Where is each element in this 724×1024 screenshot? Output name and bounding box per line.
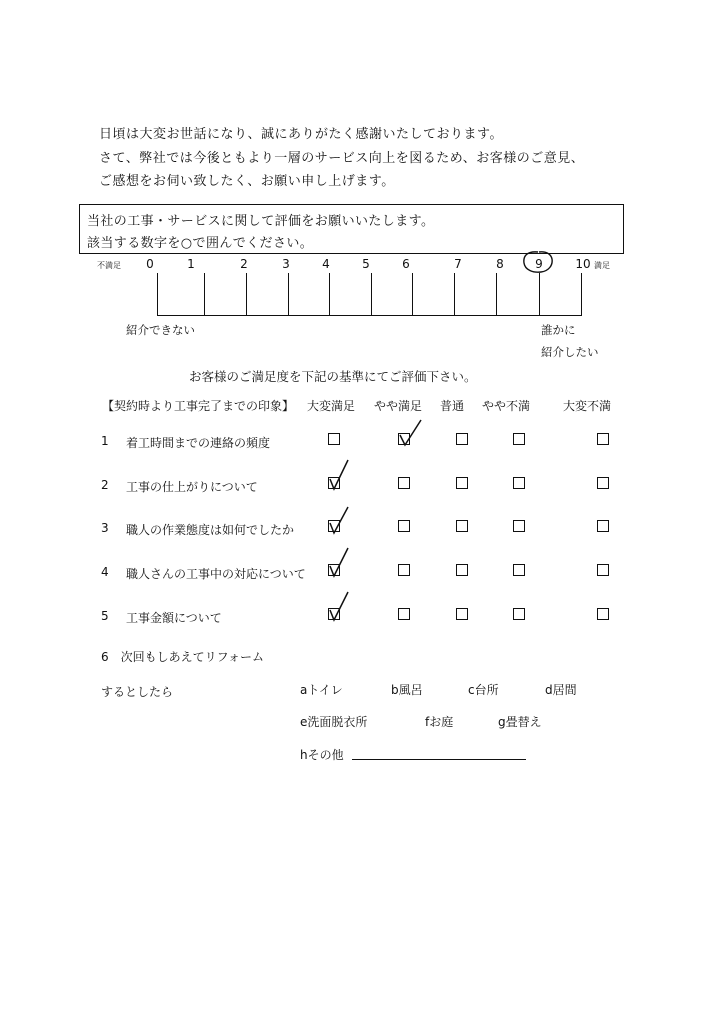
checkbox-very-dissatisfied[interactable] — [597, 564, 609, 576]
intro-line-2: さて、弊社では今後ともより一層のサービス向上を図るため、お客様のご意見、 — [99, 151, 585, 166]
column-header-very-satisfied: 大変満足 — [307, 399, 356, 413]
checkbox-very-dissatisfied[interactable] — [597, 433, 609, 445]
scale-right-caption-2: 紹介したい — [541, 345, 599, 359]
scale-tick — [329, 273, 330, 316]
scale-tick — [581, 273, 582, 316]
section-header: 【契約時より工事完了までの印象】 — [102, 399, 295, 413]
check-mark-icon — [324, 546, 354, 578]
option-bath[interactable]: b風呂 — [391, 683, 423, 697]
question-6-line-1: 6 次回もしあえてリフォーム — [101, 650, 265, 664]
question-text: 工事金額について — [126, 611, 222, 625]
checkbox-neutral[interactable] — [456, 477, 468, 489]
rating-instruction-line-2: 該当する数字を○で囲んでください。 — [87, 236, 314, 251]
rating-instruction-line-1: 当社の工事・サービスに関して評価をお願いいたします。 — [87, 214, 435, 229]
scale-number-7[interactable]: 7 — [454, 257, 462, 271]
check-mark-icon — [324, 458, 354, 492]
checkbox-satisfied[interactable] — [398, 520, 410, 532]
scale-tick — [288, 273, 289, 316]
checkbox-very-satisfied[interactable] — [328, 433, 340, 445]
scale-number-4[interactable]: 4 — [322, 257, 330, 271]
scale-left-caption: 紹介できない — [126, 323, 195, 337]
scale-tick — [157, 273, 158, 316]
option-toilet[interactable]: aトイレ — [300, 683, 343, 697]
survey-instruction: お客様のご満足度を下記の基準にてご評価下さい。 — [189, 369, 477, 384]
checkbox-dissatisfied[interactable] — [513, 433, 525, 445]
scale-number-3[interactable]: 3 — [282, 257, 290, 271]
question-number: 4 — [101, 565, 109, 579]
column-header-satisfied: やや満足 — [374, 399, 423, 413]
checkbox-dissatisfied[interactable] — [513, 520, 525, 532]
scale-number-8[interactable]: 8 — [496, 257, 504, 271]
scale-number-1[interactable]: 1 — [187, 257, 195, 271]
scale-tick — [454, 273, 455, 316]
option-garden[interactable]: fお庭 — [425, 715, 454, 729]
checkbox-very-dissatisfied[interactable] — [597, 520, 609, 532]
checkbox-very-dissatisfied[interactable] — [597, 608, 609, 620]
scale-baseline — [157, 315, 582, 316]
scale-number-6[interactable]: 6 — [402, 257, 410, 271]
rating-instruction-box — [79, 204, 624, 254]
question-number: 3 — [101, 521, 109, 535]
column-header-very-dissatisfied: 大変不満 — [563, 399, 612, 413]
scale-number-5[interactable]: 5 — [362, 257, 370, 271]
option-tatami[interactable]: g畳替え — [498, 715, 542, 729]
scale-number-10[interactable]: 10 — [575, 257, 591, 271]
checkbox-very-dissatisfied[interactable] — [597, 477, 609, 489]
check-mark-icon — [324, 505, 354, 535]
option-washroom[interactable]: e洗面脱衣所 — [300, 715, 368, 729]
column-header-neutral: 普通 — [440, 399, 465, 413]
scale-left-label: 不満足 — [97, 261, 121, 270]
question-number: 5 — [101, 609, 109, 623]
other-answer-line[interactable] — [352, 759, 526, 760]
checkbox-neutral[interactable] — [456, 520, 468, 532]
scale-tick — [246, 273, 247, 316]
check-mark-icon — [324, 590, 354, 622]
option-other[interactable]: hその他 — [300, 748, 344, 762]
column-header-dissatisfied: やや不満 — [482, 399, 531, 413]
question-6-line-2: するとしたら — [101, 685, 174, 699]
option-living-room[interactable]: d居間 — [545, 683, 577, 697]
checkbox-dissatisfied[interactable] — [513, 477, 525, 489]
circle-mark-icon — [521, 250, 555, 274]
checkbox-dissatisfied[interactable] — [513, 564, 525, 576]
scale-number-9[interactable]: 9 — [535, 257, 543, 271]
checkbox-dissatisfied[interactable] — [513, 608, 525, 620]
scale-tick — [412, 273, 413, 316]
scale-tick — [371, 273, 372, 316]
scale-number-2[interactable]: 2 — [240, 257, 248, 271]
checkbox-satisfied[interactable] — [398, 477, 410, 489]
scale-number-0[interactable]: 0 — [146, 257, 154, 271]
scale-right-caption-1: 誰かに — [541, 323, 576, 337]
question-number: 2 — [101, 478, 109, 492]
scale-tick — [496, 273, 497, 316]
scale-tick — [204, 273, 205, 316]
check-mark-icon — [394, 418, 424, 448]
scale-tick — [539, 273, 540, 316]
checkbox-neutral[interactable] — [456, 608, 468, 620]
checkbox-satisfied[interactable] — [398, 608, 410, 620]
checkbox-neutral[interactable] — [456, 564, 468, 576]
checkbox-satisfied[interactable] — [398, 564, 410, 576]
question-text: 工事の仕上がりについて — [126, 480, 258, 494]
question-text: 着工時間までの連絡の頻度 — [126, 436, 271, 450]
intro-line-1: 日頃は大変お世話になり、誠にありがたく感謝いたしております。 — [99, 127, 503, 142]
question-text: 職人さんの工事中の対応について — [126, 567, 306, 581]
scale-right-label: 満足 — [594, 261, 610, 270]
intro-line-3: ご感想をお伺い致したく、お願い申し上げます。 — [99, 174, 395, 189]
question-text: 職人の作業態度は如何でしたか — [126, 523, 295, 537]
question-number: 1 — [101, 434, 109, 448]
checkbox-neutral[interactable] — [456, 433, 468, 445]
option-kitchen[interactable]: c台所 — [468, 683, 499, 697]
